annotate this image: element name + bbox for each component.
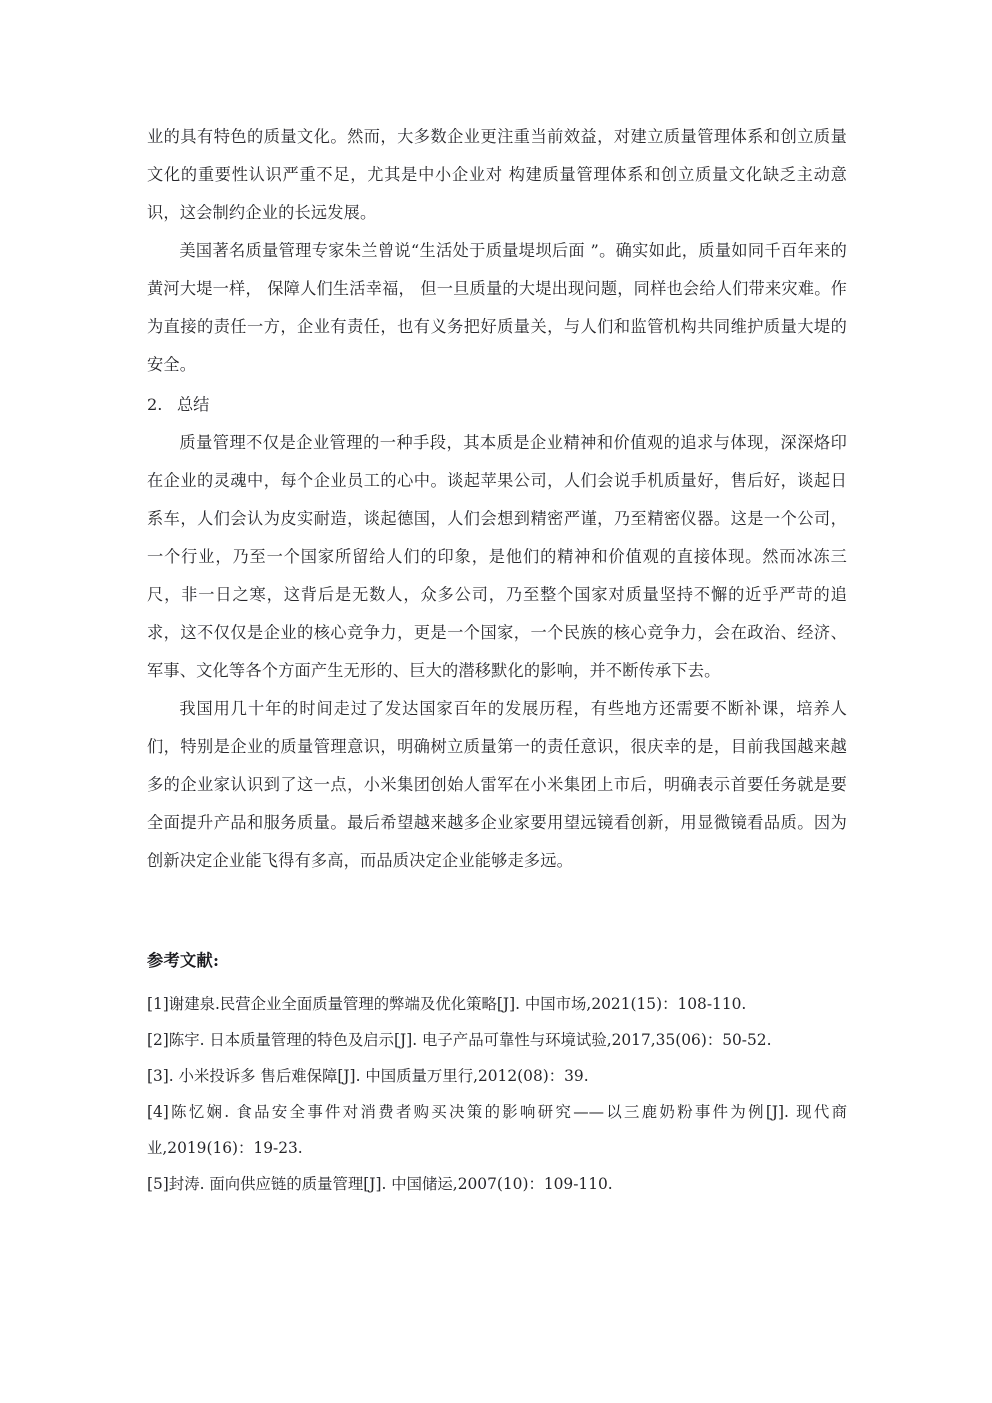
paragraph-china-development: 我国用几十年的时间走过了发达国家百年的发展历程，有些地方还需要不断补课，培养人们，特别是企业的质量管理意识，明确树立质量第一的责任意识，很庆幸的是，目前我国越来越多的企业家认识到了这一点，小米集团创始人雷军在小米集团上市后，明确表示首要任务就是要全面提升产品和服务质量。最后希望越来越多企业家要用望远镜看创新，用显微镜看品质。因为创新决定企业能飞得有多高，而品质决定企业能够走多远。 [147, 699, 847, 870]
reference-item: [2]陈宇. 日本质量管理的特色及启示[J]. 电子产品可靠性与环境试验,2017,35(06)：50-52. [147, 1031, 772, 1049]
references-gap [147, 880, 847, 942]
reference-item: [4]陈忆娴. 食品安全事件对消费者购买决策的影响研究——以三鹿奶粉事件为例[J]. 现代商业,2019(16)：19-23. [147, 1103, 847, 1157]
section-heading-summary [147, 386, 847, 424]
section-number: 2. [147, 395, 163, 414]
section-title: 总结 [177, 395, 210, 414]
references-heading: 参考文献: [147, 951, 220, 970]
paragraph-continuation: 业的具有特色的质量文化。然而，大多数企业更注重当前效益，对建立质量管理体系和创立质量文化的重要性认识严重不足，尤其是中小企业对 构建质量管理体系和创立质量文化缺乏主动意识，这会制约企业的长远发展。 [147, 127, 847, 222]
paragraph-quality-essence: 质量管理不仅是企业管理的一种手段，其本质是企业精神和价值观的追求与体现，深深烙印在企业的灵魂中，每个企业员工的心中。谈起苹果公司，人们会说手机质量好，售后好，谈起日系车，人们会认为皮实耐造，谈起德国，人们会想到精密严谨，乃至精密仪器。这是一个公司，一个行业，乃至一个国家所留给人们的印象，是他们的精神和价值观的直接体现。然而冰冻三尺，非一日之寒，这背后是无数人，众多公司，乃至整个国家对质量坚持不懈的近乎严苛的追求，这不仅仅是企业的核心竞争力，更是一个国家，一个民族的核心竞争力，会在政治、经济、军事、文化等各个方面产生无形的、巨大的潜移默化的影响，并不断传承下去。 [147, 433, 847, 680]
page-content [147, 118, 847, 1202]
paragraph-juran-quote: 美国著名质量管理专家朱兰曾说“生活处于质量堤坝后面 ”。确实如此，质量如同千百年来的黄河大堤一样， 保障人们生活幸福， 但一旦质量的大堤出现问题，同样也会给人们带来灾难。作为直接的责任一方，企业有责任，也有义务把好质量关，与人们和监管机构共同维护质量大堤的安全。 [147, 241, 847, 374]
reference-item: [5]封涛. 面向供应链的质量管理[J]. 中国储运,2007(10)：109-110. [147, 1175, 613, 1193]
reference-item: [3]. 小米投诉多 售后难保障[J]. 中国质量万里行,2012(08)：39. [147, 1067, 589, 1085]
reference-item: [1]谢建泉.民营企业全面质量管理的弊端及优化策略[J]. 中国市场,2021(15)：108-110. [147, 995, 747, 1013]
